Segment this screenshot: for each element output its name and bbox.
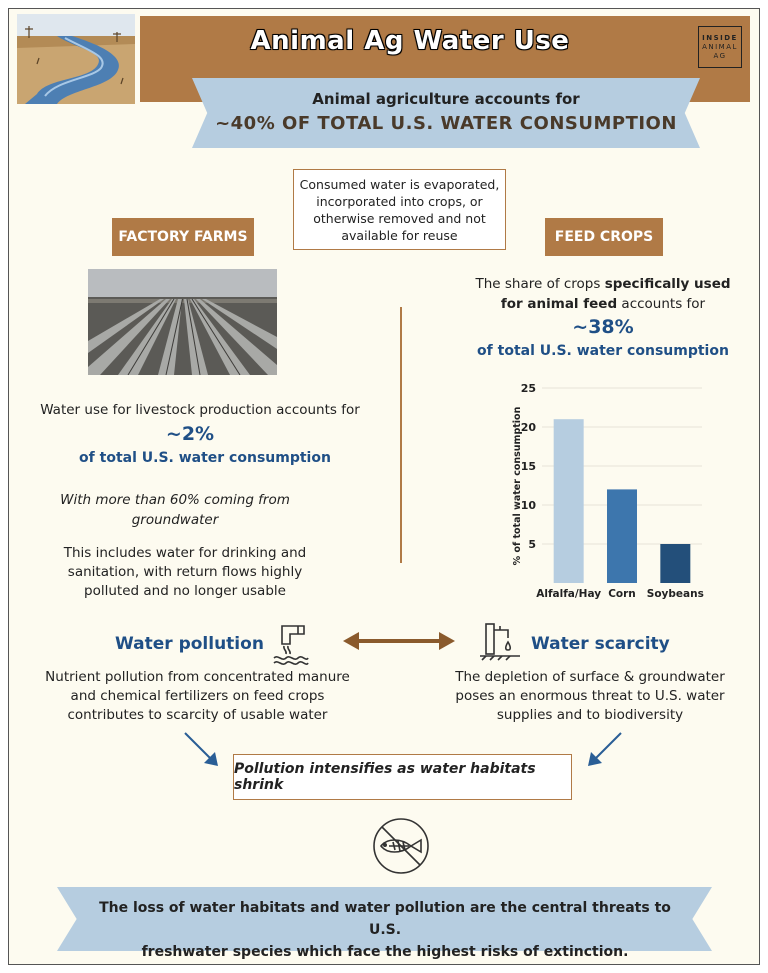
livestock-detail-note: This includes water for drinking and sanitation, with return flows highly polluted and no longer usable: [63, 545, 307, 599]
chart-ytick-label: 25: [520, 382, 536, 395]
livestock-stat-sub: of total U.S. water consumption: [79, 450, 331, 466]
chart-xtick-label: Soybeans: [646, 588, 704, 600]
arrow-down-right-icon: [182, 730, 222, 774]
river-illustration: [17, 14, 135, 104]
chart-bar-alfalfa-hay: [554, 419, 584, 583]
dead-fish-icon: [371, 816, 431, 880]
top-ribbon-headline: ~40% OF TOTAL U.S. WATER CONSUMPTION: [215, 113, 677, 134]
column-divider: [400, 307, 402, 563]
chart-ytick-label: 15: [520, 460, 536, 473]
feed-crops-text: The share of crops specifically used for animal feed accounts for: [475, 276, 731, 312]
double-arrow-icon: [343, 630, 455, 656]
chart-xlabels: [536, 588, 704, 600]
faucet-drop-icon: [478, 620, 522, 668]
feed-crops-stat-sub: of total U.S. water consumption: [477, 343, 729, 359]
livestock-stat: ~2%: [165, 423, 215, 445]
arrow-down-left-icon: [584, 730, 624, 774]
factory-farm-photo: [88, 269, 277, 375]
feed-crops-tag: FEED CROPS: [545, 218, 663, 256]
page-title: Animal Ag Water Use: [250, 26, 570, 56]
chart-yticks: [521, 382, 537, 551]
chart-xtick-label: Alfalfa/Hay: [536, 588, 602, 600]
bottom-ribbon-text: The loss of water habitats and water pollution are the central threats to U.S. freshwater species which face the highest risks of extinction.: [99, 900, 671, 960]
water-pollution-title: Water pollution: [115, 634, 264, 654]
chart-xtick-label: Corn: [608, 588, 636, 600]
livestock-water-text: Water use for livestock production accounts for: [40, 402, 360, 418]
impact-statement: Pollution intensifies as water habitats shrink: [233, 754, 572, 800]
chart-ylabel: % of total water consumption: [512, 406, 523, 566]
groundwater-note: With more than 60% coming from groundwater: [60, 492, 290, 528]
water-pollution-text: Nutrient pollution from concentrated manure and chemical fertilizers on feed crops contributes to scarcity of usable water: [45, 669, 350, 723]
chart-ytick-label: 10: [520, 499, 536, 512]
water-scarcity-title: Water scarcity: [531, 634, 670, 654]
inside-animal-ag-logo: INSIDE ANIMAL AG: [698, 26, 742, 68]
factory-farms-tag: FACTORY FARMS: [112, 218, 254, 256]
chart-ytick-label: 5: [528, 538, 536, 551]
top-ribbon-line1: Animal agriculture accounts for: [312, 90, 580, 108]
water-scarcity-text: The depletion of surface & groundwater poses an enormous threat to U.S. water supplies and to biodiversity: [455, 669, 725, 723]
feed-crops-stat: ~38%: [572, 316, 634, 338]
chart-bar-soybeans: [660, 544, 690, 583]
feed-crops-bar-chart: [500, 378, 710, 600]
consumed-water-definition: Consumed water is evaporated, incorporated into crops, or otherwise removed and not available for reuse: [293, 169, 506, 250]
chart-ytick-label: 20: [520, 421, 536, 434]
chart-bar-corn: [607, 489, 637, 583]
chart-bars: [554, 419, 691, 583]
pipe-pollution-icon: [268, 622, 312, 670]
